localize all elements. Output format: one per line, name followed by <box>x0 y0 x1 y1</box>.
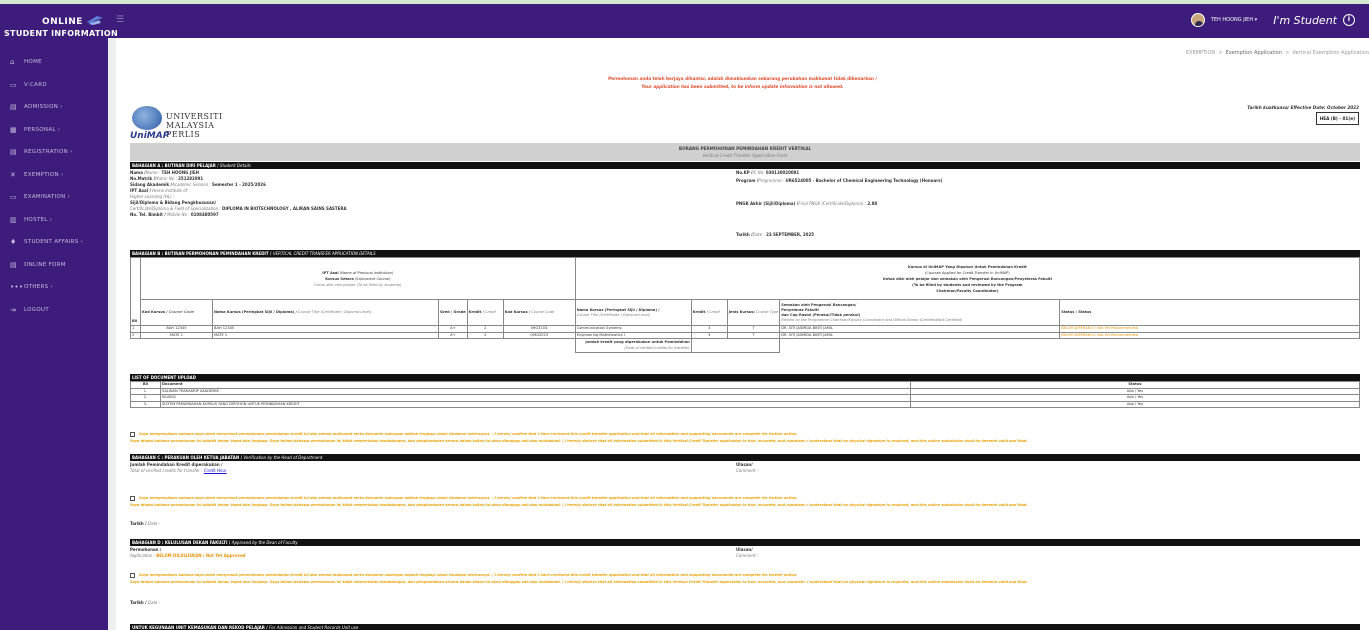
form-icon: ▤ <box>10 260 17 269</box>
left-h3: Untuk diisi oleh pelajar (To be filled by students) <box>314 282 402 287</box>
label: Tarikh / <box>736 232 753 237</box>
id-card-icon: ▦ <box>10 125 17 134</box>
date-field <box>736 232 814 238</box>
total-value <box>691 339 780 353</box>
table-row <box>131 326 1360 333</box>
col-semakan1: Semakan oleh Pengerusi Rancangan/ <box>781 302 857 307</box>
student-declaration <box>130 431 1360 437</box>
label-en: Date : <box>752 232 765 237</box>
col-kredit <box>467 300 503 326</box>
session-value: Semester 1 - 2025/2026 <box>212 182 266 187</box>
logout-icon: ⇥ <box>10 305 17 314</box>
status-badge: BELUM DIPERAKUI / Not Yet Recommended <box>1060 332 1360 339</box>
documents-header: LIST OF DOCUMENT UPLOAD <box>130 374 1360 381</box>
sidebar-item-label: ADMISSION › <box>24 104 63 111</box>
col-jenis-en: Course Type <box>756 309 779 314</box>
section-d-title: BAHAGIAN D : KELULUSAN DEKAN FAKULTI / <box>132 540 231 545</box>
cross-icon: ✕ <box>10 170 17 179</box>
role-label: I'm Student <box>1273 13 1337 27</box>
col-kredit2 <box>691 300 727 326</box>
label: No.Matrik / <box>130 176 156 181</box>
section-c-title: BAHAGIAN C : PERAKUAN OLEH KETUA JABATAN / <box>132 455 243 460</box>
cell-gred: A+ <box>439 332 468 339</box>
total-row <box>131 339 1360 353</box>
bil-header: Bil <box>131 258 141 326</box>
col-semakan2: Penyelaras Fakulti <box>781 307 819 312</box>
section-e-title-en: For Admission and Student Records Unit use <box>269 625 359 630</box>
declaration-checkbox[interactable] <box>130 432 135 437</box>
credit-hour-value: Credit Hour <box>203 468 227 473</box>
list-icon: ▤ <box>10 148 17 157</box>
home-icon: ⌂ <box>10 58 15 67</box>
col-jenis-label: Jenis Kursus/ <box>728 309 755 314</box>
cert-value: DIPLOMA IN BIOTECHNOLOGY , ALIRAN SAINS SASTERA <box>222 206 347 211</box>
sidebar-item-vcard[interactable] <box>0 74 108 97</box>
breadcrumb <box>1186 50 1369 56</box>
building-icon: ▥ <box>10 215 17 224</box>
card-icon: ▭ <box>10 80 17 89</box>
doc-name[interactable]: SALINAN TRANSKRIP AKADEMIK <box>161 388 911 395</box>
unimap-logo <box>130 106 223 144</box>
sidebar-item-label: HOSTEL › <box>24 216 53 223</box>
label-en: Name : <box>145 170 161 175</box>
dean-declaration <box>130 572 1360 578</box>
uni-line1: UNIVERSITI <box>166 112 223 121</box>
sidebar-nav <box>0 38 108 321</box>
doc-bil: 1. <box>131 388 161 395</box>
breadcrumb-separator: > <box>1218 50 1223 56</box>
doc-name[interactable]: SISTEM PEMARKAHAN KURSUS YANG DIPOHON UNTUK PEMINDAHAN KREDIT <box>161 401 911 408</box>
cell-nama: MATE 1 <box>213 332 439 339</box>
doc-col-document: Document <box>161 382 911 389</box>
cell-jenis: T <box>727 332 780 339</box>
cell-gred: A+ <box>439 326 468 333</box>
cell-semakan: DR. SITI JASMIDA BINTI JAMIL <box>780 332 1060 339</box>
section-d-title-en: Approved by the Dean of Faculty <box>231 540 298 545</box>
tel-value: 0108480597 <box>190 212 219 217</box>
form-title-malay: BORANG PERMOHONAN PEMINDAHAN KREDIT VERTIKAL <box>678 146 812 151</box>
section-b-title: BAHAGIAN B : BUTIRAN PERMOHONAN PEMINDAHAN KREDIT / <box>132 251 272 256</box>
doc-bil: 3. <box>131 401 161 408</box>
total-label-en: (Total of verified credits for transfer) <box>624 345 690 350</box>
left-h1: IPT Asal <box>322 270 339 275</box>
label-en: Certificate/Diploma & Field of Specialization : <box>130 206 221 211</box>
doc-status: Ada / Yes <box>911 395 1360 402</box>
hod-declaration-line1: Saya mengesahkan bahawa saya telah menyemak permohonan pemindahan kredit ini dan semua maklumat serta dokumen sokongan adalah lengkap untuk tindakan seterusnya. / I hereby confirm that I have reviewed this credit transfer application and that all information and supporting documents are complete for further action. <box>139 496 798 500</box>
hod-declaration-checkbox[interactable] <box>130 496 135 501</box>
doc-status: Ada / Yes <box>911 401 1360 408</box>
brand-logo[interactable] <box>4 14 119 38</box>
label-en: Application : <box>130 553 155 558</box>
cell-kod2: IMG3103 <box>503 326 575 333</box>
brand-line1: ONLINE <box>42 17 83 27</box>
cell-nama2: Communication Systems <box>575 326 691 333</box>
label-en: Final PNGK (Certificate/Diploma) : <box>798 201 867 206</box>
program-field <box>736 178 942 184</box>
cell-bil: 1 <box>131 326 141 333</box>
info-icon[interactable]: i <box>1343 14 1355 26</box>
brand-line2: STUDENT INFORMATION <box>4 29 119 38</box>
doc-status: Ada / Yes <box>911 388 1360 395</box>
breadcrumb-separator: > <box>1285 50 1290 56</box>
col-gred: Gred / Grade <box>439 300 468 326</box>
sidebar-item-online-form[interactable] <box>0 254 108 277</box>
cell-kredit2: 3 <box>691 326 727 333</box>
left-group-header <box>141 258 576 300</box>
col-kod2-label: Kod Kursus / <box>504 309 531 314</box>
col-nama <box>213 300 439 326</box>
col-kod2 <box>503 300 575 326</box>
section-a-header <box>130 162 1360 169</box>
top-bar <box>0 4 1369 38</box>
label: Tarikh / <box>130 521 147 526</box>
label: Sidang Akademik / <box>130 182 173 187</box>
form-title <box>130 143 1360 161</box>
label: Sijil/Diploma & Bidang Pengkhususan/ <box>130 200 217 205</box>
breadcrumb-vertical-exemption: Vertical Exemption Application <box>1292 50 1369 56</box>
sidebar-item-student-affairs[interactable] <box>0 231 108 254</box>
cell-semakan: DR. SITI JASMIDA BINTI JAMIL <box>780 326 1060 333</box>
sidebar-item-label: EXEMPTION › <box>24 171 64 178</box>
right-h3: Untuk diisi oleh pelajar dan semakan oleh Pengerusi Rancangan/Penyelaras Fakulti <box>882 276 1052 281</box>
doc-col-status: Status <box>911 382 1360 389</box>
dean-declaration-line1: Saya mengesahkan bahawa saya telah menyemak permohonan pemindahan kredit ini dan semua maklumat serta dokumen sokongan adalah lengkap untuk tindakan seterusnya. / I hereby confirm that I have reviewed this credit transfer application and that all information and supporting documents are complete for further action. <box>139 573 798 577</box>
sidebar-item-label: ONLINE FORM <box>24 261 66 268</box>
label-en: Total of verified credits for transfer : <box>130 468 203 473</box>
label: No.KP / <box>736 170 753 175</box>
col-semakan <box>780 300 1060 326</box>
name-value: TEH HOONG JIEH <box>161 170 199 175</box>
col-kredit2-en: Credit <box>708 309 720 314</box>
col-kredit-label: Kredit / <box>468 309 484 314</box>
sidebar-item-others[interactable] <box>0 276 108 299</box>
label: Ulasan/ <box>736 547 753 552</box>
sidebar-item-label: V-CARD <box>24 81 47 88</box>
uni-line3: PERLIS <box>166 130 201 139</box>
tarikh-d-field <box>130 600 160 606</box>
sidebar-item-admission[interactable] <box>0 96 108 119</box>
col-kod-label: Kod Kursus / <box>142 309 168 314</box>
label-en: Date : <box>147 521 161 526</box>
label-en: Higher Learning (HL) : <box>130 194 175 199</box>
left-h2: Kursus Setara <box>325 276 354 281</box>
col-nama2 <box>575 300 691 326</box>
sidebar-item-label: REGISTRATION › <box>24 149 73 156</box>
notice-english: Your application has been submitted, to be inform update information is not allowed. <box>641 84 844 89</box>
label: Nama / <box>130 170 146 175</box>
graduation-cap-icon: ♦ <box>10 238 17 247</box>
tarikh-c-field <box>130 521 160 527</box>
perm-field <box>130 553 246 559</box>
sidebar <box>0 38 108 630</box>
col-nama2-label: Nama Kursus (Peringkat Sijil / Diploma) / <box>576 307 660 312</box>
section-e-header-text <box>130 624 1360 630</box>
table-row <box>131 332 1360 339</box>
section-b-title-en: VERTICAL CREDIT TRANSFER APPLICATION DETAILS <box>272 251 376 256</box>
sidebar-item-personal[interactable] <box>0 119 108 142</box>
effective-date: Tarikh kuatkuasa/ Effective Date: October 2022 <box>1247 105 1359 110</box>
ulasan-c-en <box>736 468 758 474</box>
uni-line2: MALAYSIA <box>166 121 215 130</box>
sidebar-item-examination[interactable] <box>0 186 108 209</box>
section-e-title: UNTUK KEGUNAAN UNIT KEMASUKAN DAN REKOD PELAJAR / <box>132 625 268 630</box>
cgpa-value: 2.88 <box>867 201 878 206</box>
cell-kod: MATE 1 <box>141 332 213 339</box>
label: Ulasan/ <box>736 462 753 467</box>
sidebar-item-registration[interactable] <box>0 141 108 164</box>
student-declaration-2: Saya faham bahawa permohonan ini adalah benar, tepat dan lengkap. Saya faham bahawa permohonan ini tidak memerlukan tandatangan, dan penghantaran secara dalam talian ini akan dianggap sah dan muktamad. / I hereby declare that all information submitted in this Vertical Credit Transfer application is true, accurate, and complete. I understand that no physical signature is required, and this online submission shall be deemed valid and final. <box>130 439 1028 443</box>
bird-icon <box>87 14 103 28</box>
avatar[interactable] <box>1191 13 1205 27</box>
sidebar-item-label: OTHERS › <box>24 284 53 291</box>
col-nama2-en: Course Title (Certificate / Diploma Level) <box>576 312 651 317</box>
right-h1: Kursus di UniMAP Yang Dipohon Untuk Pemindahan Kredit <box>908 264 1027 269</box>
cell-kredit: 2 <box>467 326 503 333</box>
label: PNGK Akhir (Sijil/Diploma) / <box>736 201 799 206</box>
document-icon: ▤ <box>10 103 17 112</box>
col-kredit2-label: Kredit / <box>692 309 708 314</box>
total-label <box>575 339 691 353</box>
jumlah-field <box>130 468 227 474</box>
sidebar-item-label: EXAMINATION › <box>24 194 71 201</box>
label-en: Mobile No : <box>167 212 190 217</box>
sidebar-item-label: LOGOUT <box>24 306 49 313</box>
label-en: Academic Session : <box>172 182 211 187</box>
uni-logo-text: UniMAP <box>130 131 170 141</box>
right-group-header <box>575 258 1359 300</box>
cgpa-field <box>736 201 877 207</box>
left-h2-en: (Equivalent Course) <box>354 276 391 281</box>
dean-declaration-2: Saya faham bahawa permohonan ini adalah benar, tepat dan lengkap. Saya faham bahawa permohonan ini tidak memerlukan tandatangan, dan penghantaran secara dalam talian ini akan dianggap sah dan muktamad. / I hereby declare that all information submitted in this Vertical Credit Transfer application is true, accurate, and complete. I understand that no physical signature is required, and this online submission shall be deemed valid and final. <box>130 580 1028 584</box>
label-en: Date : <box>147 600 161 605</box>
label-en: IC No: <box>752 170 765 175</box>
label: Program / <box>736 178 759 183</box>
matric-value: 251282891 <box>178 176 204 181</box>
col-nama-en: Course Title (Certificate / Diploma Level) <box>297 309 372 314</box>
label-en: Home Institute of <box>152 188 188 193</box>
cell-nama2: Engineering Mathematics I <box>575 332 691 339</box>
table-row <box>131 395 1360 402</box>
section-d-header <box>130 539 1360 546</box>
declaration-line1: Saya mengesahkan bahawa saya telah menyemak permohonan pemindahan kredit ini dan semua maklumat serta dokumen sokongan adalah lengkap untuk tindakan seterusnya. / I hereby confirm that I have reviewed this credit transfer application and that all information and supporting documents are complete for further action. <box>139 432 798 436</box>
right-h2: (Courses Applied for Credit Transfer in UniMAP) <box>925 270 1010 275</box>
sidebar-item-logout[interactable] <box>0 299 108 322</box>
more-icon: ••• <box>10 283 24 292</box>
col-kod-en: Course Code <box>168 309 195 314</box>
section-c-title-en: Verification by the Head of Department <box>243 455 323 460</box>
approval-status: BELUM DILULUSKAN / Not Yet Approved <box>156 553 246 558</box>
left-h1-en: (Name of Previous Institution) <box>339 270 394 275</box>
date-value: 23 SEPTEMBER, 2025 <box>766 232 815 237</box>
hod-declaration-2: Saya faham bahawa permohonan ini adalah benar, tepat dan lengkap. Saya faham bahawa permohonan ini tidak memerlukan tandatangan, dan penghantaran secara dalam talian ini akan dianggap sah dan muktamad. / I hereby declare that all information submitted in this Vertical Credit Transfer application is true, accurate, and complete. I understand that no physical signature is required, and this online submission shall be deemed valid and final. <box>130 503 1028 507</box>
sidebar-item-exemption[interactable] <box>0 164 108 187</box>
monitor-icon: ▭ <box>10 193 17 202</box>
form-code: HEA (B) - 01(e) <box>1316 112 1359 125</box>
credit-transfer-table <box>130 257 1360 353</box>
label: Permohonan / <box>130 547 162 552</box>
col-semakan4: Review by the Programme Chairman/Faculty Coordinator and Official Stamp (Certified/Not Certified) <box>781 317 963 322</box>
breadcrumb-exemption-application[interactable]: Exemption Application <box>1225 50 1282 56</box>
label: Tarikh / <box>130 600 147 605</box>
cell-kredit: 2 <box>467 332 503 339</box>
hod-declaration <box>130 495 1360 501</box>
cell-jenis: T <box>727 326 780 333</box>
sidebar-item-home[interactable] <box>0 51 108 74</box>
submission-notice <box>116 75 1369 91</box>
total-label-malay: Jumlah kredit yang diperakukan untuk Pemindahan <box>585 340 690 345</box>
doc-name[interactable]: SILIBUS <box>161 395 911 402</box>
cell-kod: BAH 12345 <box>141 326 213 333</box>
globe-icon <box>132 106 162 130</box>
section-a-title: BAHAGIAN A : BUTIRAN DIRI PELAJAR <box>132 163 216 168</box>
section-a-title-en: / Student Details <box>217 163 251 168</box>
right-h4: (To be filled by students and reviewed by the Program <box>912 282 1023 287</box>
section-b-header <box>130 250 1360 257</box>
doc-bil: 2. <box>131 395 161 402</box>
label-en: Matric No : <box>155 176 177 181</box>
col-nama-label: Nama Kursus (Peringkat Sijil / Diploma) / <box>214 309 297 314</box>
ulasan-d-en <box>736 553 758 559</box>
program-value: UR6524005 - Bachelor of Chemical Engineering Technology (Honours) <box>785 178 943 183</box>
label: No. Tel. Bimbit / <box>130 212 166 217</box>
sidebar-item-label: HOME <box>24 59 42 66</box>
col-kod2-en: Course Code <box>531 309 555 314</box>
right-h5: Chairman/Faculty Coordinator) <box>936 288 999 293</box>
hamburger-icon[interactable]: ☰ <box>116 15 125 25</box>
col-kredit-en: Credit <box>484 309 496 314</box>
sidebar-item-label: PERSONAL › <box>24 126 61 133</box>
user-menu[interactable] <box>1191 13 1355 27</box>
dean-declaration-checkbox[interactable] <box>130 573 135 578</box>
cell-bil: 2 <box>131 332 141 339</box>
label: IPT Asal / <box>130 188 151 193</box>
table-row <box>131 401 1360 408</box>
sidebar-item-label: STUDENT AFFAIRS › <box>24 239 84 246</box>
user-name[interactable]: TEH HOONG JIEH ▾ <box>1210 17 1258 23</box>
doc-col-bil: Bil <box>131 382 161 389</box>
form-title-english: Vertical Credit Transfer Application Form <box>702 153 788 158</box>
main-content <box>116 38 1369 630</box>
tel-field <box>130 212 219 218</box>
cell-kredit2: 3 <box>691 332 727 339</box>
label-en: Comment : <box>736 553 759 558</box>
status-badge: BELUM DIPERAKUI / Not Yet Recommended <box>1060 326 1360 333</box>
documents-table <box>130 381 1360 408</box>
label: Jumlah Pemindahan Kredit diperakukan / <box>130 462 223 467</box>
label-en: Programme : <box>758 178 785 183</box>
col-semakan3: dan Cap Rasmi (Perakui/Tidak perakui) <box>781 312 861 317</box>
cell-kod2: QMG2023 <box>503 332 575 339</box>
table-row <box>131 388 1360 395</box>
col-kod <box>141 300 213 326</box>
notice-malay: Permohonan anda telah berjaya dihantar, adalah dimaklumkan sebarang perubahan maklumat tidak dibenarkan / <box>608 76 877 81</box>
sidebar-item-hostel[interactable] <box>0 209 108 232</box>
col-status: Status / Status <box>1060 300 1360 326</box>
label-en: Comment : <box>736 468 759 473</box>
col-jenis <box>727 300 780 326</box>
breadcrumb-exemption[interactable]: EXEMPTION <box>1185 50 1216 56</box>
cell-nama: BAH 12345 <box>213 326 439 333</box>
section-c-header <box>130 454 1360 461</box>
ic-field <box>736 170 799 176</box>
ic-value: 030130020091 <box>765 170 800 175</box>
